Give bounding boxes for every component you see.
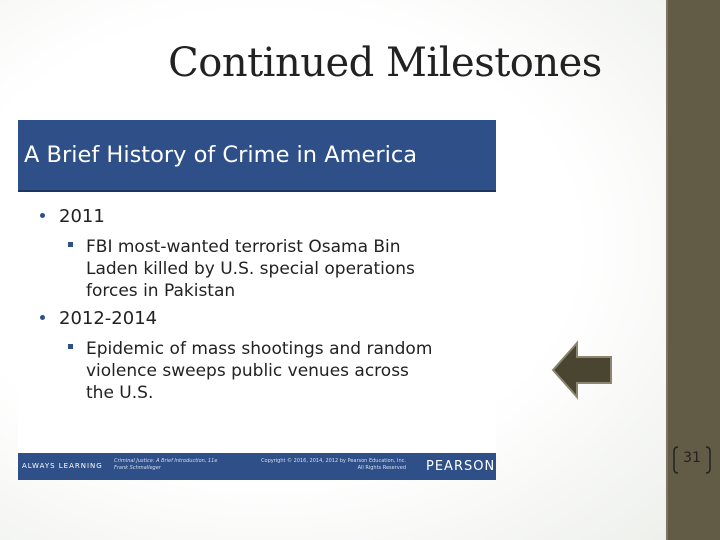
page-number: 31: [683, 450, 701, 466]
bullet-label: 2012-2014: [59, 308, 158, 329]
sub-bullet-line: Laden killed by U.S. special operations: [86, 259, 415, 279]
sub-bullet-square-icon: [68, 242, 73, 247]
panel-header-text: A Brief History of Crime in America: [24, 142, 418, 168]
footer-copyright: [258, 458, 406, 472]
bullet-dot-icon: [40, 213, 45, 218]
bullet-dot-icon: [40, 315, 45, 320]
page-number-box: [672, 446, 712, 474]
footer-copyright-line: All Rights Reserved: [357, 465, 406, 471]
side-bar-edge: [666, 0, 668, 540]
footer-copyright-line: Copyright © 2016, 2014, 2012 by Pearson Education, Inc.: [261, 458, 406, 464]
panel-footer: [18, 453, 496, 480]
sub-bullet-line: violence sweeps public venues across: [86, 361, 409, 381]
footer-citation-line: Frank Schmalleger: [114, 465, 161, 471]
sub-bullet-square-icon: [68, 344, 73, 349]
slide-title: Continued Milestones: [168, 40, 602, 86]
bullet-item: [40, 206, 105, 227]
footer-citation: [114, 458, 217, 472]
left-arrow-icon[interactable]: [550, 339, 614, 405]
panel-header: [18, 120, 496, 192]
sub-bullet-line: the U.S.: [86, 383, 154, 403]
footer-tagline: ALWAYS LEARNING: [22, 462, 103, 470]
footer-citation-line: Criminal Justice: A Brief Introduction, 11e: [114, 458, 218, 464]
sub-bullet-line: forces in Pakistan: [86, 281, 236, 301]
bullet-item: [40, 308, 157, 329]
sub-bullet-line: FBI most-wanted terrorist Osama Bin: [86, 237, 401, 257]
panel-header-stripe: [18, 190, 496, 192]
sub-bullet-line: Epidemic of mass shootings and random: [86, 339, 433, 359]
bullet-label: 2011: [59, 206, 105, 227]
footer-brand-logo: PEARSON: [426, 459, 496, 474]
content-panel: [18, 120, 496, 480]
